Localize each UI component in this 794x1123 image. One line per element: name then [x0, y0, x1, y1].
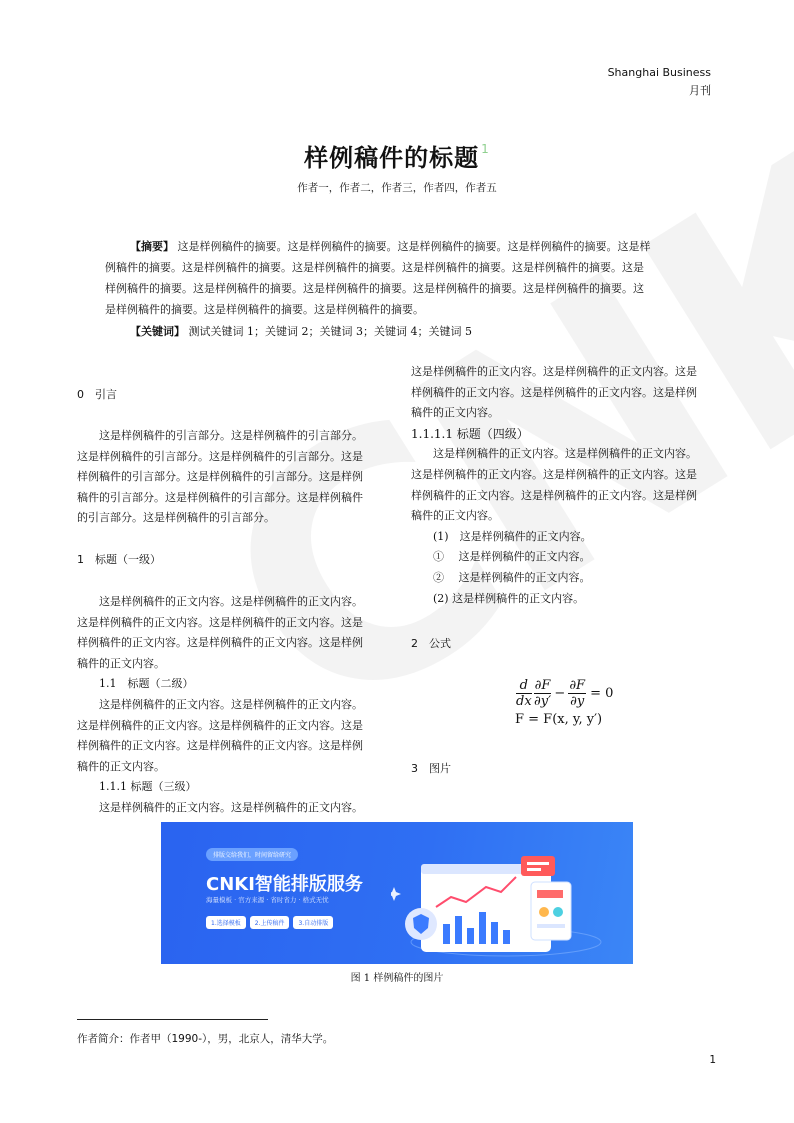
list-item: (1) 这是样例稿件的正文内容。: [433, 529, 592, 543]
keywords-text: 测试关键词 1；关键词 2；关键词 3；关键词 4；关键词 5: [188, 325, 472, 338]
list-item: ② 这是样例稿件的正文内容。: [433, 570, 591, 584]
paragraph-line: 这是样例稿件的正文内容。这是样例稿件的正文内容。这是: [77, 718, 363, 732]
paragraph-line: 这是样例稿件的正文内容。这是样例稿件的正文内容。: [433, 447, 697, 461]
abstract-line-1: [105, 236, 701, 257]
footnote-divider: [77, 1019, 268, 1020]
banner-step: 2.上传稿件: [250, 916, 290, 929]
paragraph-line: 稿件的正文内容。: [77, 656, 165, 670]
banner-tag: 排版交给我们，时间留给研究: [206, 848, 298, 861]
figure-caption: 图 1 样例稿件的图片: [350, 973, 444, 984]
paragraph-line: 这是样例稿件的正文内容。这是样例稿件的正文内容。: [99, 595, 363, 608]
section-1-paragraph: [77, 592, 385, 819]
paragraph-line: 这是样例稿件的引言部分。这是样例稿件的引言部分。: [99, 429, 363, 442]
banner-illustration: [391, 842, 631, 964]
paragraph-line: 样例稿件的正文内容。这是样例稿件的正文内容。这是样例: [411, 385, 697, 399]
formula-block: [515, 678, 625, 727]
paragraph-line: 这是样例稿件的正文内容。这是样例稿件的正文内容。这是: [411, 467, 697, 481]
subsection-heading-1-1-1-1: 1.1.1.1 标题（四级）: [411, 426, 529, 441]
right-column-text: [411, 362, 719, 609]
paragraph-line: 这是样例稿件的正文内容。这是样例稿件的正文内容。这是: [77, 615, 363, 629]
banner-step: 3.自动排版: [293, 916, 333, 929]
paragraph-line: 的引言部分。这是样例稿件的引言部分。: [77, 511, 275, 525]
paragraph-line: 样例稿件的正文内容。这是样例稿件的正文内容。这是样例: [77, 636, 363, 650]
intro-paragraph: [77, 426, 385, 529]
journal-name: Shanghai Business: [607, 66, 711, 79]
section-heading-3: 3 图片: [411, 762, 451, 775]
paragraph-line: 样例稿件的正文内容。这是样例稿件的正文内容。这是样例: [77, 739, 363, 753]
formula-function-def: F = F(x, y, y′): [515, 712, 603, 727]
list-item: (2) 这是样例稿件的正文内容。: [433, 591, 585, 605]
paragraph-line: 稿件的正文内容。: [77, 759, 165, 773]
abstract-line-4: 是样例稿件的摘要。这是样例稿件的摘要。这是样例稿件的摘要。: [105, 303, 424, 316]
keywords-label: 【关键词】: [130, 325, 185, 338]
section-heading-1: 1 标题（一级）: [77, 553, 161, 566]
banner-step: 1.选择模板: [206, 916, 246, 929]
author-list: 作者一，作者二，作者三，作者四，作者五: [297, 182, 497, 194]
paragraph-line: 这是样例稿件的正文内容。这是样例稿件的正文内容。: [99, 800, 363, 814]
paragraph-line: 样例稿件的引言部分。这是样例稿件的引言部分。这是样例: [77, 470, 363, 484]
banner-subtitle: 海量模板 · 官方来源 · 省时省力 · 格式无忧: [206, 896, 329, 904]
paper-title: [0, 138, 794, 173]
banner-steps: [206, 916, 333, 929]
abstract-line-2: 例稿件的摘要。这是样例稿件的摘要。这是样例稿件的摘要。这是样例稿件的摘要。这是样例稿件的摘要。这是: [105, 261, 644, 274]
paper-title-text: 样例稿件的标题: [304, 144, 480, 172]
author-footnote: 作者简介：作者甲（1990-），男，北京人，清华大学。: [77, 1033, 334, 1045]
paragraph-line: 稿件的正文内容。: [411, 509, 499, 523]
subsection-heading-1-1: 1.1 标题（二级）: [99, 677, 194, 691]
paragraph-line: 稿件的引言部分。这是样例稿件的引言部分。这是样例稿件: [77, 490, 363, 504]
abstract-line-3: 样例稿件的摘要。这是样例稿件的摘要。这是样例稿件的摘要。这是样例稿件的摘要。这是样例稿件的摘要。这: [105, 282, 644, 295]
paragraph-line: 这是样例稿件的引言部分。这是样例稿件的引言部分。这是: [77, 449, 363, 463]
abstract-text: 这是样例稿件的摘要。这是样例稿件的摘要。这是样例稿件的摘要。这是样例稿件的摘要。这是样: [177, 240, 651, 253]
title-footnote-mark: 1: [481, 142, 490, 156]
keywords-line: [105, 321, 701, 342]
journal-period: 月刊: [689, 84, 711, 97]
page-number: 1: [709, 1054, 716, 1066]
paragraph-line: 稿件的正文内容。: [411, 406, 499, 420]
list-item: ① 这是样例稿件的正文内容。: [433, 550, 591, 564]
paragraph-line: 这是样例稿件的正文内容。这是样例稿件的正文内容。: [99, 697, 363, 711]
subsection-heading-1-1-1: 1.1.1 标题（三级）: [99, 780, 197, 794]
paragraph-line: 样例稿件的正文内容。这是样例稿件的正文内容。这是样例: [411, 488, 697, 502]
banner-title: CNKI智能排版服务: [206, 874, 363, 895]
section-heading-intro: 0 引言: [77, 388, 117, 401]
figure-banner-image: [161, 822, 633, 964]
formula-euler-lagrange: $\frac{d}{dx}$ $\frac{\partial F}{\partial y'}$ − $\frac{\partial F}{\partial y}$ = 0: [516, 678, 614, 709]
paragraph-line: 这是样例稿件的正文内容。这是样例稿件的正文内容。这是: [411, 365, 697, 378]
section-heading-2: 2 公式: [411, 637, 451, 650]
abstract-label: 【摘要】: [130, 240, 174, 253]
